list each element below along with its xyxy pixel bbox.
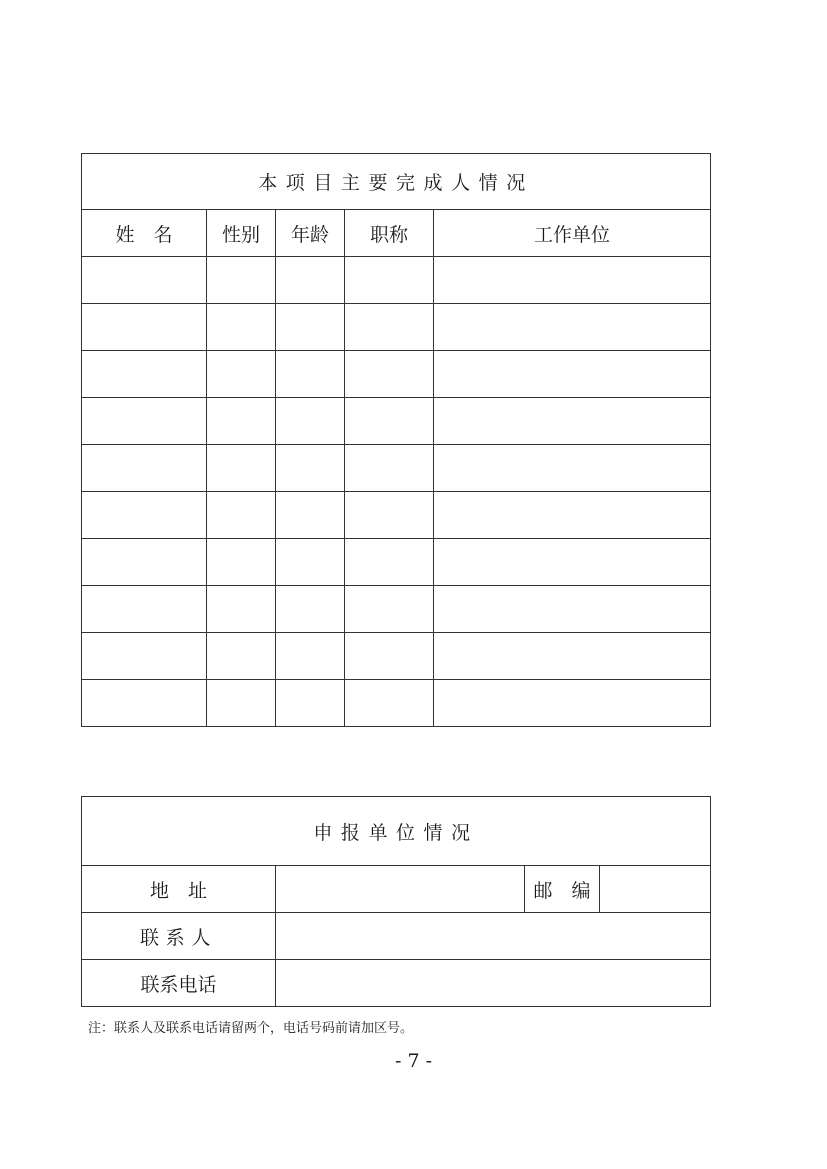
cell-title[interactable] bbox=[345, 633, 434, 680]
cell-gender[interactable] bbox=[207, 633, 276, 680]
members-table-title: 本项目主要完成人情况 bbox=[82, 154, 711, 210]
cell-age[interactable] bbox=[276, 445, 345, 492]
cell-work-unit[interactable] bbox=[434, 304, 711, 351]
cell-name[interactable] bbox=[82, 257, 207, 304]
cell-title[interactable] bbox=[345, 351, 434, 398]
cell-name[interactable] bbox=[82, 351, 207, 398]
cell-age[interactable] bbox=[276, 304, 345, 351]
contact-label: 联系人 bbox=[82, 913, 276, 960]
cell-gender[interactable] bbox=[207, 351, 276, 398]
cell-gender[interactable] bbox=[207, 257, 276, 304]
cell-name[interactable] bbox=[82, 398, 207, 445]
cell-work-unit[interactable] bbox=[434, 492, 711, 539]
address-label: 地 址 bbox=[82, 866, 276, 913]
contact-field[interactable] bbox=[276, 913, 711, 960]
unit-table-title: 申报单位情况 bbox=[82, 797, 711, 866]
unit-table-title-row bbox=[82, 797, 711, 866]
members-table-title-row bbox=[82, 154, 711, 210]
cell-gender[interactable] bbox=[207, 492, 276, 539]
cell-gender[interactable] bbox=[207, 304, 276, 351]
table-row bbox=[82, 257, 711, 304]
cell-gender[interactable] bbox=[207, 539, 276, 586]
postcode-label: 邮 编 bbox=[525, 866, 600, 913]
project-members-table bbox=[81, 153, 711, 727]
cell-work-unit[interactable] bbox=[434, 445, 711, 492]
table-row bbox=[82, 539, 711, 586]
cell-gender[interactable] bbox=[207, 445, 276, 492]
table-row bbox=[82, 633, 711, 680]
table-row bbox=[82, 398, 711, 445]
cell-age[interactable] bbox=[276, 492, 345, 539]
cell-age[interactable] bbox=[276, 351, 345, 398]
table-row bbox=[82, 445, 711, 492]
cell-gender[interactable] bbox=[207, 586, 276, 633]
cell-title[interactable] bbox=[345, 539, 434, 586]
cell-name[interactable] bbox=[82, 445, 207, 492]
cell-age[interactable] bbox=[276, 539, 345, 586]
table-row bbox=[82, 492, 711, 539]
address-field[interactable] bbox=[276, 866, 525, 913]
cell-work-unit[interactable] bbox=[434, 351, 711, 398]
header-work-unit: 工作单位 bbox=[434, 210, 711, 257]
cell-title[interactable] bbox=[345, 398, 434, 445]
cell-gender[interactable] bbox=[207, 680, 276, 727]
cell-title[interactable] bbox=[345, 492, 434, 539]
cell-title[interactable] bbox=[345, 586, 434, 633]
cell-title[interactable] bbox=[345, 304, 434, 351]
table-row bbox=[82, 351, 711, 398]
cell-age[interactable] bbox=[276, 633, 345, 680]
cell-age[interactable] bbox=[276, 398, 345, 445]
header-name: 姓 名 bbox=[82, 210, 207, 257]
footnote: 注：联系人及联系电话请留两个，电话号码前请加区号。 bbox=[88, 1021, 414, 1036]
cell-name[interactable] bbox=[82, 492, 207, 539]
header-age: 年龄 bbox=[276, 210, 345, 257]
address-row bbox=[82, 866, 711, 913]
cell-name[interactable] bbox=[82, 680, 207, 727]
cell-age[interactable] bbox=[276, 257, 345, 304]
phone-label: 联系电话 bbox=[82, 960, 276, 1007]
cell-work-unit[interactable] bbox=[434, 633, 711, 680]
cell-age[interactable] bbox=[276, 680, 345, 727]
table-row bbox=[82, 586, 711, 633]
postcode-field[interactable] bbox=[600, 866, 711, 913]
cell-gender[interactable] bbox=[207, 398, 276, 445]
contact-row bbox=[82, 913, 711, 960]
cell-age[interactable] bbox=[276, 586, 345, 633]
page-number: - 7 - bbox=[394, 1050, 432, 1072]
phone-row bbox=[82, 960, 711, 1007]
cell-name[interactable] bbox=[82, 539, 207, 586]
cell-work-unit[interactable] bbox=[434, 257, 711, 304]
cell-name[interactable] bbox=[82, 633, 207, 680]
cell-title[interactable] bbox=[345, 445, 434, 492]
cell-name[interactable] bbox=[82, 304, 207, 351]
header-title: 职称 bbox=[345, 210, 434, 257]
members-table-header-row bbox=[82, 210, 711, 257]
cell-work-unit[interactable] bbox=[434, 586, 711, 633]
cell-name[interactable] bbox=[82, 586, 207, 633]
cell-work-unit[interactable] bbox=[434, 539, 711, 586]
cell-work-unit[interactable] bbox=[434, 398, 711, 445]
table-row bbox=[82, 304, 711, 351]
cell-title[interactable] bbox=[345, 680, 434, 727]
applicant-unit-table bbox=[81, 796, 711, 1007]
phone-field[interactable] bbox=[276, 960, 711, 1007]
cell-title[interactable] bbox=[345, 257, 434, 304]
table-row bbox=[82, 680, 711, 727]
cell-work-unit[interactable] bbox=[434, 680, 711, 727]
header-gender: 性别 bbox=[207, 210, 276, 257]
